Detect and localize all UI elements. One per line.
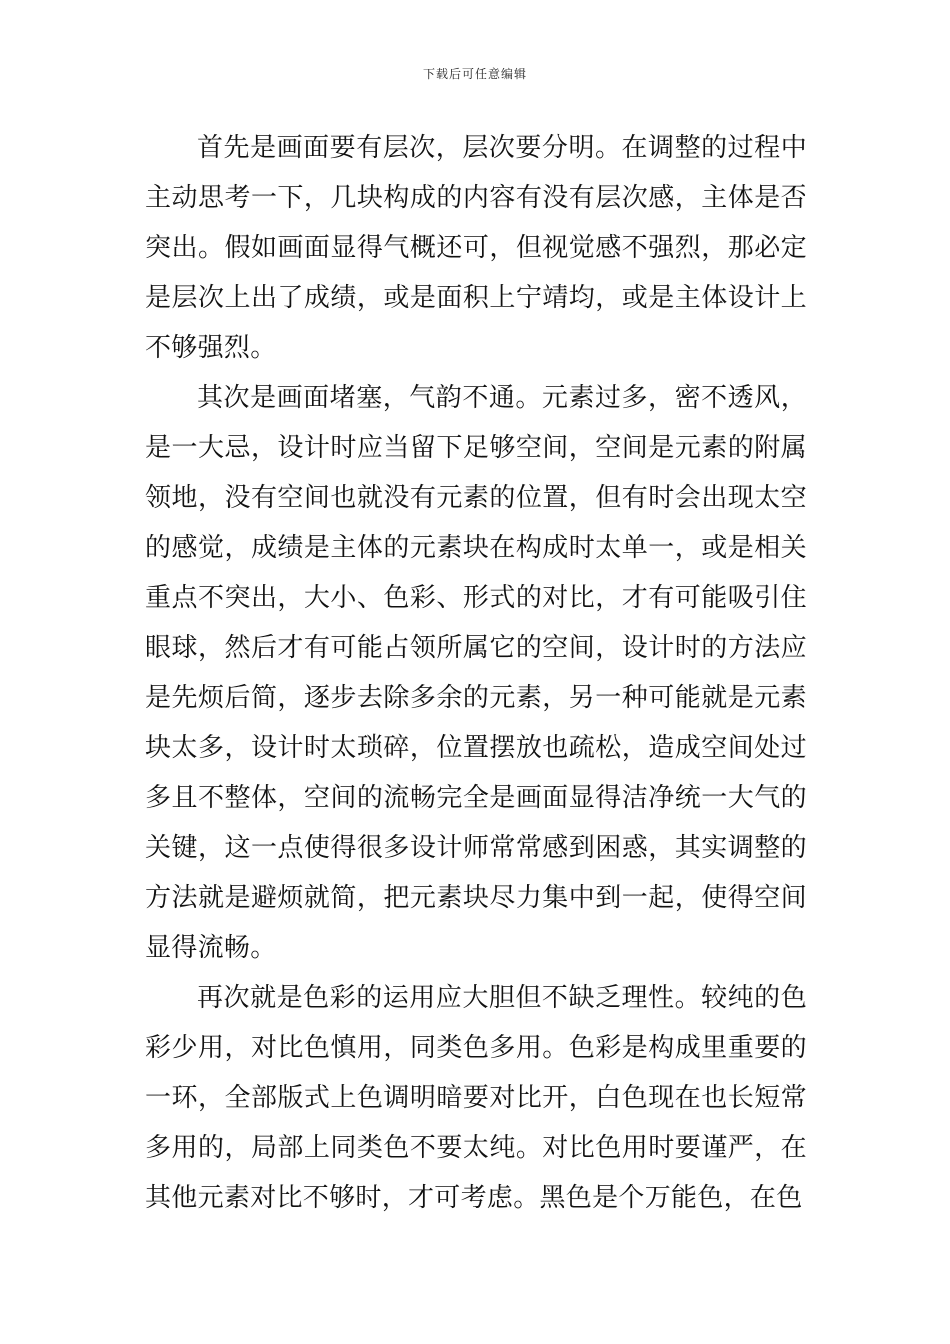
paragraph-layering: 首先是画面要有层次，层次要分明。在调整的过程中主动思考一下，几块构成的内容有没有层次感，主体是否突出。假如画面显得气概还可，但视觉感不强烈，那必定是层次上出了成绩，或是面积上宁靖均，或是主体设计上不够强烈。: [145, 133, 807, 363]
document-body: [145, 123, 807, 1223]
paragraph-space: 其次是画面堵塞，气韵不通。元素过多，密不透风，是一大忌，设计时应当留下足够空间，空间是元素的附属领地，没有空间也就没有元素的位置，但有时会出现太空的感觉，成绩是主体的元素块在构成时太单一，或是相关重点不突出，大小、色彩、形式的对比，才有可能吸引住眼球，然后才有可能占领所属它的空间，设计时的方法应是先烦后简，逐步去除多余的元素，另一种可能就是元素块太多，设计时太琐碎，位置摆放也疏松，造成空间处过多且不整体，空间的流畅完全是画面显得洁净统一大气的关键，这一点使得很多设计师常常感到困惑，其实调整的方法就是避烦就简，把元素块尽力集中到一起，使得空间显得流畅。: [145, 383, 807, 963]
page-header: 下载后可任意编辑: [422, 67, 527, 81]
paragraph-color: 再次就是色彩的运用应大胆但不缺乏理性。较纯的色彩少用，对比色慎用，同类色多用。色彩是构成里重要的一环，全部版式上色调明暗要对比开，白色现在也长短常多用的，局部上同类色不要太纯。对比色用时要谨严，在其他元素对比不够时，才可考虑。黑色是个万能色，在色: [145, 983, 807, 1213]
